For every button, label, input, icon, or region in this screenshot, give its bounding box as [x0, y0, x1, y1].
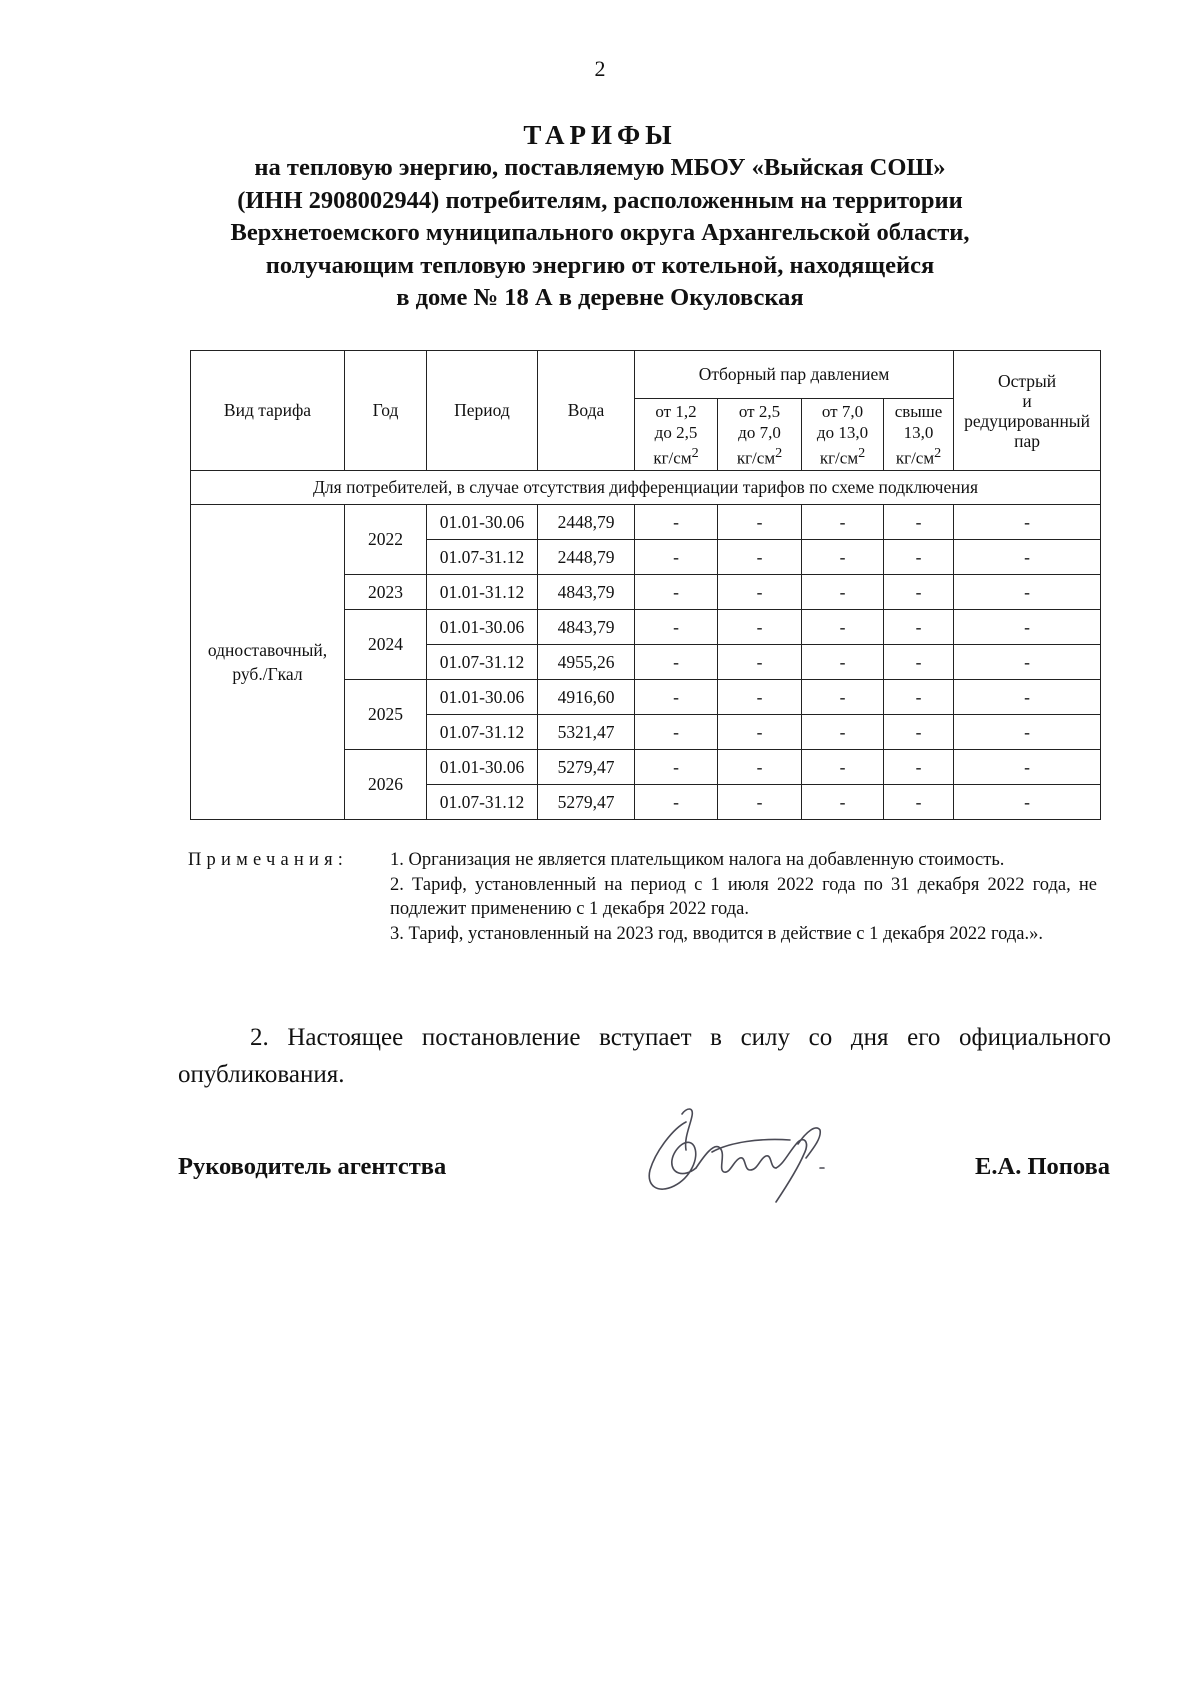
header-steam-col — [635, 399, 718, 471]
year-cell: 2023 — [345, 575, 427, 610]
steam-cell: - — [635, 505, 718, 540]
header-steam-group: Отборный пар давлением — [635, 351, 954, 399]
subtitle-line: (ИНН 2908002944) потребителям, расположенным на территории — [237, 186, 963, 214]
steam-cell: - — [718, 680, 802, 715]
header-steam-col — [718, 399, 802, 471]
period-cell: 01.01-30.06 — [427, 505, 538, 540]
note-item: 1. Организация не является плательщиком налога на добавленную стоимость. — [390, 850, 1005, 870]
unit-text: кг/см — [819, 448, 859, 468]
table-note-row — [191, 471, 1101, 505]
header-steam-line: до 13,0 — [816, 422, 869, 442]
page-number: 2 — [594, 56, 606, 81]
header-steam-line: от 1,2 — [655, 401, 697, 421]
water-cell: 4916,60 — [538, 680, 635, 715]
year-cell: 2026 — [345, 750, 427, 820]
header-steam-col — [802, 399, 884, 471]
steam-cell: - — [884, 505, 954, 540]
header-tariff-kind: Вид тарифа — [191, 351, 345, 471]
unit-text: кг/см — [895, 448, 935, 468]
signature-strokes — [649, 1109, 824, 1202]
header-sharp-steam — [954, 351, 1101, 471]
water-cell: 5279,47 — [538, 750, 635, 785]
steam-cell: - — [635, 645, 718, 680]
steam-cell: - — [718, 540, 802, 575]
steam-cell: - — [884, 540, 954, 575]
steam-cell: - — [802, 785, 884, 820]
sharp-steam-cell: - — [954, 610, 1101, 645]
unit-text: кг/см — [653, 448, 692, 468]
unit-superscript: 2 — [775, 444, 783, 461]
steam-cell: - — [884, 680, 954, 715]
table-row — [191, 505, 1101, 540]
header-steam-unit — [804, 443, 881, 469]
unit-text: кг/см — [736, 448, 776, 468]
period-cell: 01.01-31.12 — [427, 575, 538, 610]
steam-cell: - — [635, 750, 718, 785]
water-cell: 4843,79 — [538, 575, 635, 610]
steam-cell: - — [884, 715, 954, 750]
steam-cell: - — [635, 680, 718, 715]
water-cell: 5279,47 — [538, 785, 635, 820]
header-steam-line: 13,0 — [903, 422, 934, 442]
steam-cell: - — [635, 785, 718, 820]
year-cell: 2022 — [345, 505, 427, 575]
tariff-kind-line: одноставочный, — [207, 640, 328, 660]
sharp-steam-cell: - — [954, 715, 1101, 750]
sharp-steam-cell: - — [954, 505, 1101, 540]
decree-paragraph: 2. Настоящее постановление вступает в силу со дня его официального опубликования. — [178, 1024, 1111, 1088]
header-steam-line: до 2,5 — [654, 422, 698, 442]
steam-cell: - — [884, 610, 954, 645]
period-cell: 01.07-31.12 — [427, 715, 538, 750]
header-steam-col — [884, 399, 954, 471]
notes-label: Примечания: — [188, 850, 349, 870]
period-cell: 01.07-31.12 — [427, 785, 538, 820]
sharp-steam-cell: - — [954, 680, 1101, 715]
table-note-cell: Для потребителей, в случае отсутствия дифференциации тарифов по схеме подключения — [191, 471, 1101, 505]
document-title: ТАРИФЫ — [523, 120, 677, 150]
tariff-table — [190, 350, 1101, 820]
signatory-name: Е.А. Попова — [975, 1153, 1110, 1180]
steam-cell: - — [635, 610, 718, 645]
tariff-kind-line: руб./Гкал — [232, 664, 303, 684]
water-cell: 2448,79 — [538, 505, 635, 540]
steam-cell: - — [802, 645, 884, 680]
header-steam-line: от 7,0 — [821, 401, 864, 421]
header-steam-line: от 2,5 — [738, 401, 781, 421]
header-water: Вода — [538, 351, 635, 471]
sharp-steam-cell: - — [954, 575, 1101, 610]
steam-cell: - — [802, 610, 884, 645]
steam-cell: - — [884, 750, 954, 785]
unit-superscript: 2 — [691, 444, 699, 461]
note-item: 3. Тариф, установленный на 2023 год, вводится в действие с 1 декабря 2022 года.». — [390, 923, 1043, 944]
period-cell: 01.01-30.06 — [427, 750, 538, 785]
steam-cell: - — [802, 540, 884, 575]
header-year: Год — [345, 351, 427, 471]
period-cell: 01.01-30.06 — [427, 680, 538, 715]
header-sharp-steam-line: Острый — [997, 370, 1057, 391]
steam-cell: - — [718, 785, 802, 820]
steam-cell: - — [884, 575, 954, 610]
steam-cell: - — [718, 575, 802, 610]
subtitle-line: получающим тепловую энергию от котельной, находящейся — [265, 251, 935, 279]
title-block — [150, 118, 1050, 315]
steam-cell: - — [802, 575, 884, 610]
tariff-kind-cell — [191, 505, 345, 820]
header-sharp-steam-line: пар — [1014, 430, 1040, 451]
period-cell: 01.07-31.12 — [427, 645, 538, 680]
steam-cell: - — [635, 540, 718, 575]
header-sharp-steam-line: редуцированный — [964, 410, 1090, 431]
water-cell: 2448,79 — [538, 540, 635, 575]
period-cell: 01.07-31.12 — [427, 540, 538, 575]
header-sharp-steam-line: и — [1022, 390, 1032, 411]
steam-cell: - — [884, 785, 954, 820]
steam-cell: - — [802, 750, 884, 785]
signatory-position: Руководитель агентства — [178, 1153, 447, 1180]
year-cell: 2025 — [345, 680, 427, 750]
steam-cell: - — [718, 505, 802, 540]
steam-cell: - — [802, 680, 884, 715]
water-cell: 4843,79 — [538, 610, 635, 645]
sharp-steam-cell: - — [954, 645, 1101, 680]
sharp-steam-cell: - — [954, 540, 1101, 575]
subtitle-line: в доме № 18 А в деревне Окуловская — [396, 284, 804, 311]
water-cell: 5321,47 — [538, 715, 635, 750]
steam-cell: - — [718, 645, 802, 680]
steam-cell: - — [635, 715, 718, 750]
sharp-steam-cell: - — [954, 785, 1101, 820]
handwritten-signature — [634, 1098, 854, 1218]
header-steam-unit — [637, 443, 715, 469]
steam-cell: - — [635, 575, 718, 610]
subtitle-line: Верхнетоемского муниципального округа Архангельской области, — [230, 219, 970, 246]
steam-cell: - — [802, 505, 884, 540]
header-steam-line: свыше — [894, 401, 943, 421]
steam-cell: - — [718, 715, 802, 750]
period-cell: 01.01-30.06 — [427, 610, 538, 645]
header-steam-line: до 7,0 — [738, 422, 781, 442]
header-steam-unit — [720, 443, 799, 469]
steam-cell: - — [884, 645, 954, 680]
water-cell: 4955,26 — [538, 645, 635, 680]
sharp-steam-cell: - — [954, 750, 1101, 785]
unit-superscript: 2 — [934, 444, 942, 461]
header-period: Период — [427, 351, 538, 471]
year-cell: 2024 — [345, 610, 427, 680]
steam-cell: - — [718, 610, 802, 645]
note-item: 2. Тариф, установленный на период с 1 июля 2022 года по 31 декабря 2022 года, не подлежит применению с 1 декабря 2022 года. — [390, 874, 1097, 919]
steam-cell: - — [718, 750, 802, 785]
table-header-row — [191, 351, 1101, 399]
subtitle-line: на тепловую энергию, поставляемую МБОУ «Выйская СОШ» — [254, 154, 946, 181]
header-steam-unit — [886, 443, 951, 469]
steam-cell: - — [802, 715, 884, 750]
notes-list — [390, 848, 1097, 946]
unit-superscript: 2 — [858, 444, 866, 461]
